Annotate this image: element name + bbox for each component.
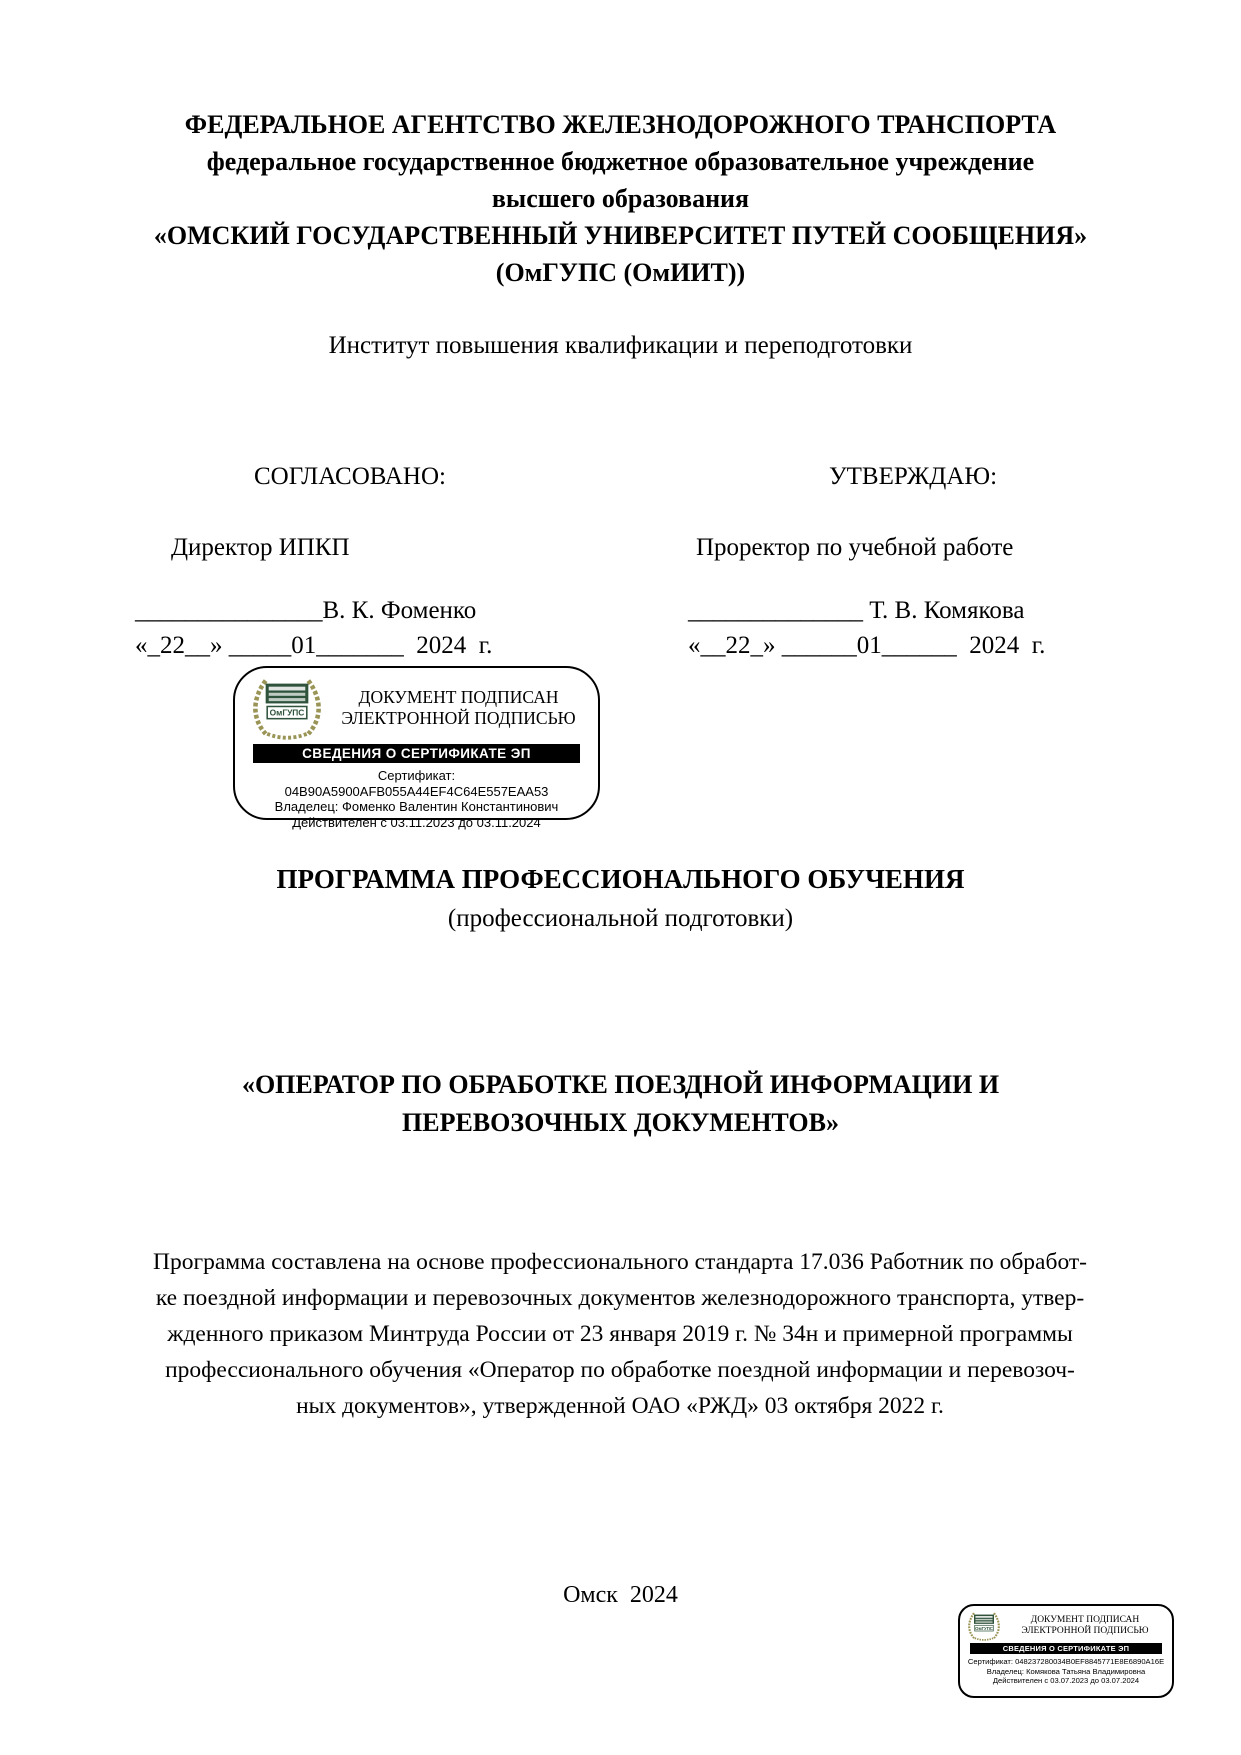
stamp-logo-text: ОмГУПС — [975, 1625, 993, 1631]
agreed-date-line: «_22__» _____01_______ 2024 г. — [135, 632, 493, 659]
program-description — [115, 1244, 1125, 1424]
header-university-abbr: (ОмГУПС (ОмИИТ)) — [495, 258, 746, 287]
stamp-certificate-details — [243, 768, 590, 830]
city-year: Омск 2024 — [563, 1582, 678, 1608]
stamp-cert-owner: Владелец: Фоменко Валентин Константинович — [274, 799, 559, 814]
program-title: ПРОГРАММА ПРОФЕССИОНАЛЬНОГО ОБУЧЕНИЯ — [276, 864, 965, 894]
agreed-heading: СОГЛАСОВАНО: — [253, 463, 446, 490]
approved-signature-line: ______________ Т. В. Комякова — [688, 597, 1025, 624]
omgups-emblem-icon — [247, 676, 327, 740]
stamp-cert-number: 04B90A5900AFB055A44EF4C64E557EAA53 — [284, 783, 549, 799]
header-education-level: высшего образования — [491, 184, 750, 213]
program-subtitle: (профессиональной подготовки) — [447, 905, 794, 932]
stamp-logo-text: ОмГУПС — [269, 707, 305, 718]
stamp-signed-line2: ЭЛЕКТРОННОЙ ПОДПИСЬЮ — [1021, 1626, 1149, 1636]
program-name-line2: ПЕРЕВОЗОЧНЫХ ДОКУМЕНТОВ» — [402, 1108, 839, 1137]
approval-right-column — [688, 462, 1138, 661]
document-header — [0, 106, 1241, 291]
stamp-signed-text — [327, 687, 590, 729]
esignature-stamp-komyakova — [958, 1604, 1174, 1698]
program-name-line1: «ОПЕРАТОР ПО ОБРАБОТКЕ ПОЕЗДНОЙ ИНФОРМАЦИИ И — [241, 1070, 1000, 1099]
stamp-certificate-banner: СВЕДЕНИЯ О СЕРТИФИКАТЕ ЭП — [970, 1643, 1162, 1654]
description-line: ке поездной информации и перевозочных документов железнодорожного транспорта, утвер- — [155, 1285, 1085, 1311]
stamp-certificate-details — [964, 1657, 1168, 1686]
institute-name: Институт повышения квалификации и переподготовки — [328, 332, 913, 359]
stamp-signed-line1: ДОКУМЕНТ ПОДПИСАН — [358, 687, 559, 707]
description-line: ных документов», утвержденной ОАО «РЖД» 03 октября 2022 г. — [296, 1393, 944, 1419]
omgups-emblem-icon — [966, 1611, 1002, 1641]
esignature-stamp-fomenko — [233, 666, 600, 830]
approved-heading: УТВЕРЖДАЮ: — [828, 463, 998, 490]
stamp-certificate-banner: СВЕДЕНИЯ О СЕРТИФИКАТЕ ЭП — [253, 744, 580, 763]
agreed-role: Директор ИПКП — [171, 534, 350, 561]
stamp-top-row — [243, 676, 590, 740]
description-line: жденного приказом Минтруда России от 23 января 2019 г. № 34н и примерной программы — [167, 1321, 1073, 1347]
stamp-cert-label: Сертификат: — [377, 768, 456, 783]
stamp-cert-owner: Владелец: Комякова Татьяна Владимировна — [986, 1666, 1146, 1676]
stamp-cert-line: Сертификат: 048237280034B0EF8845771E8E6890A16E — [967, 1657, 1165, 1666]
program-title-block — [0, 862, 1241, 934]
header-agency: ФЕДЕРАЛЬНОЕ АГЕНТСТВО ЖЕЛЕЗНОДОРОЖНОГО ТРАНСПОРТА — [184, 110, 1057, 139]
approval-left-column — [135, 462, 565, 661]
header-university-name: «ОМСКИЙ ГОСУДАРСТВЕННЫЙ УНИВЕРСИТЕТ ПУТЕЙ СООБЩЕНИЯ» — [153, 221, 1088, 250]
description-line: профессионального обучения «Оператор по обработке поездной информации и перевозоч- — [165, 1357, 1075, 1383]
approved-role: Проректор по учебной работе — [696, 534, 1014, 561]
stamp-signed-line2: ЭЛЕКТРОННОЙ ПОДПИСЬЮ — [341, 708, 576, 728]
agreed-signature-line: _______________В. К. Фоменко — [135, 597, 477, 624]
stamp-cert-validity: Действителен с 03.07.2023 до 03.07.2024 — [992, 1676, 1140, 1686]
stamp-top-row — [964, 1611, 1168, 1641]
description-line: Программа составлена на основе профессионального стандарта 17.036 Работник по обработ- — [153, 1249, 1087, 1275]
stamp-signed-line1: ДОКУМЕНТ ПОДПИСАН — [1030, 1614, 1140, 1625]
approved-date-line: «__22_» ______01______ 2024 г. — [688, 632, 1046, 659]
stamp-cert-validity: Действителен с 03.11.2023 до 03.11.2024 — [292, 814, 541, 830]
program-name-block — [0, 1066, 1241, 1142]
header-institution-type: федеральное государственное бюджетное образовательное учреждение — [206, 147, 1035, 176]
stamp-signed-text — [1002, 1615, 1168, 1638]
